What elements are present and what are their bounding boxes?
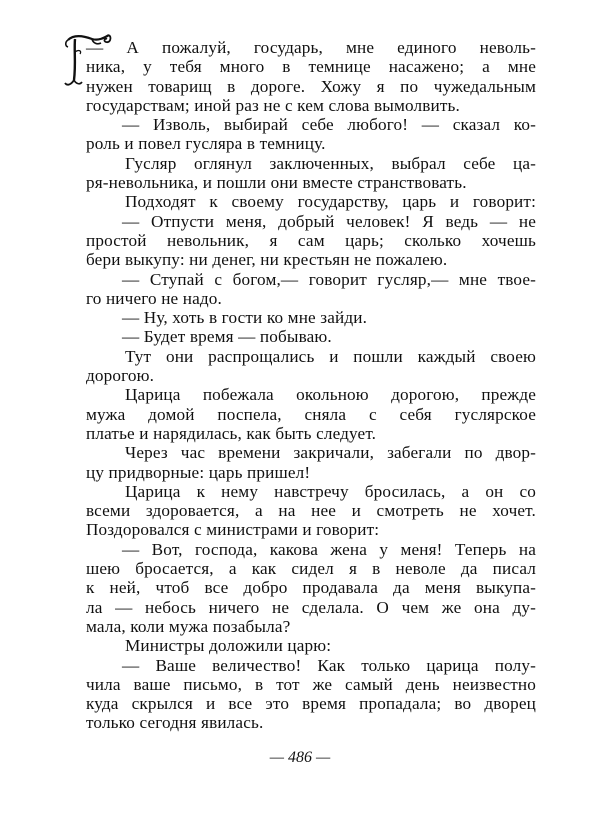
text-line: Гусляр оглянул заключенных, выбрал себе ца- <box>125 153 536 173</box>
text-line: — Ваше величество! Как только царица полу- <box>122 655 536 675</box>
text-line: — А пожалуй, государь, мне единого неволь- <box>86 38 536 57</box>
text-line: — Ну, хоть в гости ко мне зайди. <box>122 308 368 328</box>
text-line: — Ступай с богом,— говорит гусляр,— мне твое- <box>122 269 536 289</box>
text-line: простой невольник, я сам царь; сколько хочешь <box>86 230 536 250</box>
text-line: Министры доложили царю: <box>125 636 332 656</box>
text-line: Тут они распрощались и пошли каждый своею <box>125 346 536 366</box>
text-line: Через час времени закричали, забегали по двор- <box>125 443 536 463</box>
text-line: роль и повел гусляра в темницу. <box>86 134 326 154</box>
page-number: — 486 — <box>269 749 331 766</box>
text-line: всеми здоровается, а на нее и смотреть не хочет. <box>86 501 536 521</box>
text-line: Подходят к своему государству, царь и говорит: <box>125 192 536 212</box>
text-line: государствам; иной раз не с кем слова вымолвить. <box>86 95 460 115</box>
text-line: ника, у тебя много в темнице насажено; а мне <box>86 57 536 77</box>
body-text <box>86 38 536 733</box>
text-line: мала, коли мужа позабыла? <box>86 616 291 636</box>
text-line: ла — небось ничего не сделала. О чем же она ду- <box>86 597 536 617</box>
text-line: — Изволь, выбирай себе любого! — сказал ко- <box>122 115 536 135</box>
text-line: чила ваше письмо, в тот же самый день неизвестно <box>86 674 536 694</box>
text-line: го ничего не надо. <box>86 288 222 308</box>
text-line: к ней, чтоб все добро продавала да меня выкупа- <box>86 578 536 598</box>
text-line: — Отпусти меня, добрый человек! Я ведь — не <box>122 211 536 231</box>
text-line: Царица к нему навстречу бросилась, а он со <box>125 481 536 501</box>
text-line: — Вот, господа, какова жена у меня! Теперь на <box>122 539 536 559</box>
text-line: Царица побежала окольною дорогою, прежде <box>125 385 536 405</box>
text-line: куда скрылся и все это время пропадала; во дворец <box>86 694 536 714</box>
text-line: бери выкупу: ни денег, ни крестьян не пожалею. <box>86 250 448 270</box>
text-line: мужа домой поспела, сняла с себя гуслярское <box>86 404 536 424</box>
text-line: нужен товарищ в дороге. Хожу я по чужедальным <box>86 76 536 96</box>
text-line: платье и нарядилась, как быть следует. <box>86 423 377 443</box>
text-line: ря-невольника, и пошли они вместе странствовать. <box>86 173 467 193</box>
text-line: Поздоровался с министрами и говорит: <box>86 520 380 540</box>
text-line: цу придворные: царь пришел! <box>86 462 311 482</box>
text-line: дорогою. <box>86 366 155 386</box>
text-line: — Будет время — побываю. <box>122 327 332 347</box>
text-line: шею бросается, а как сидел я в неволе да писал <box>86 559 536 579</box>
text-line: только сегодня явилась. <box>86 713 264 733</box>
